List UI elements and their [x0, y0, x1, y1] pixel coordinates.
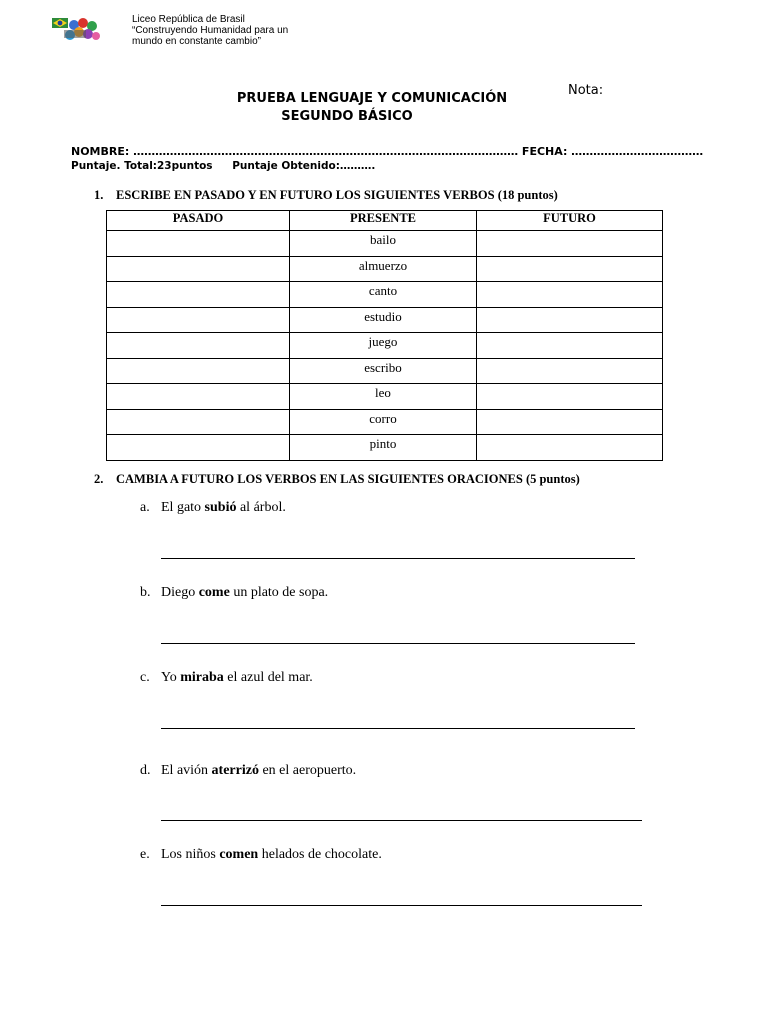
question-c — [140, 670, 313, 686]
question-letter: d. — [140, 763, 151, 778]
section2-number: 2. — [94, 472, 104, 486]
question-verb: subió — [204, 500, 237, 515]
futuro-cell[interactable] — [477, 307, 663, 333]
question-d — [140, 763, 356, 779]
puntaje-obtenido: Puntaje Obtenido:………. — [232, 160, 376, 172]
table-row — [107, 307, 663, 333]
futuro-cell[interactable] — [477, 358, 663, 384]
pasado-cell[interactable] — [107, 231, 290, 257]
presente-cell: estudio — [290, 307, 477, 333]
section2-instruction: CAMBIA A FUTURO LOS VERBOS EN LAS SIGUIENTES ORACIONES (5 puntos) — [116, 472, 580, 486]
futuro-cell[interactable] — [477, 435, 663, 461]
school-motto-line1: “Construyendo Humanidad para un — [132, 25, 289, 36]
pasado-cell[interactable] — [107, 333, 290, 359]
verbs-table — [106, 210, 663, 461]
answer-line-a[interactable] — [161, 558, 635, 559]
question-text: El gato — [161, 500, 205, 515]
test-title — [172, 90, 572, 126]
futuro-cell[interactable] — [477, 282, 663, 308]
question-verb: comen — [219, 847, 259, 862]
pasado-cell[interactable] — [107, 409, 290, 435]
question-a — [140, 500, 286, 516]
futuro-cell[interactable] — [477, 256, 663, 282]
pasado-cell[interactable] — [107, 384, 290, 410]
presente-cell: corro — [290, 409, 477, 435]
verbs-table-header — [107, 211, 663, 231]
section1-instruction: ESCRIBE EN PASADO Y EN FUTURO LOS SIGUIENTES VERBOS (18 puntos) — [116, 188, 558, 202]
school-header — [132, 14, 332, 47]
table-row — [107, 358, 663, 384]
question-verb: aterrizó — [211, 763, 259, 778]
question-verb: come — [198, 585, 230, 600]
question-e — [140, 847, 382, 863]
answer-line-c[interactable] — [161, 728, 635, 729]
section1-title — [94, 188, 558, 203]
table-row — [107, 333, 663, 359]
presente-cell: pinto — [290, 435, 477, 461]
presente-cell: bailo — [290, 231, 477, 257]
pasado-cell[interactable] — [107, 435, 290, 461]
section2-title — [94, 472, 580, 487]
presente-cell: leo — [290, 384, 477, 410]
question-text: Yo — [161, 670, 181, 685]
table-row — [107, 231, 663, 257]
section1-number: 1. — [94, 188, 104, 202]
question-letter: c. — [140, 670, 150, 685]
question-letter: e. — [140, 847, 150, 862]
futuro-cell[interactable] — [477, 231, 663, 257]
pasado-cell[interactable] — [107, 358, 290, 384]
pasado-cell[interactable] — [107, 307, 290, 333]
nombre-fecha-line: NOMBRE: …………………………………………………………………………………………… FECHA: ……………………………… — [71, 145, 704, 158]
question-text-end: un plato de sopa. — [229, 585, 329, 600]
question-text-end: helados de chocolate. — [258, 847, 382, 862]
futuro-cell[interactable] — [477, 409, 663, 435]
table-row — [107, 282, 663, 308]
answer-line-b[interactable] — [161, 643, 635, 644]
test-title-line1: PRUEBA LENGUAJE Y COMUNICACIÓN — [236, 91, 508, 106]
table-row — [107, 435, 663, 461]
question-text-end: al árbol. — [236, 500, 286, 515]
futuro-cell[interactable] — [477, 333, 663, 359]
table-row — [107, 256, 663, 282]
question-text: Diego — [161, 585, 199, 600]
answer-line-d[interactable] — [161, 820, 642, 821]
puntaje-total: Puntaje. Total:23puntos — [71, 160, 213, 172]
question-letter: a. — [140, 500, 150, 515]
presente-cell: escribo — [290, 358, 477, 384]
presente-cell: juego — [290, 333, 477, 359]
question-text-end: en el aeropuerto. — [258, 763, 357, 778]
futuro-cell[interactable] — [477, 384, 663, 410]
presente-cell: canto — [290, 282, 477, 308]
school-logo — [52, 16, 102, 44]
presente-cell: almuerzo — [290, 256, 477, 282]
test-title-line2: SEGUNDO BÁSICO — [281, 109, 413, 124]
school-name: Liceo República de Brasil — [132, 14, 245, 25]
pasado-cell[interactable] — [107, 282, 290, 308]
question-text: El avión — [161, 763, 212, 778]
puntaje-line — [71, 160, 375, 172]
answer-line-e[interactable] — [161, 905, 642, 906]
question-text: Los niños — [161, 847, 220, 862]
question-verb: miraba — [180, 670, 224, 685]
school-motto-line2: mundo en constante cambio” — [132, 36, 261, 47]
question-b — [140, 585, 328, 601]
question-text-end: el azul del mar. — [223, 670, 313, 685]
pasado-cell[interactable] — [107, 256, 290, 282]
nota-label: Nota: — [568, 83, 604, 98]
question-letter: b. — [140, 585, 151, 600]
table-row — [107, 384, 663, 410]
column-header-pasado: PASADO — [107, 211, 290, 231]
column-header-presente: PRESENTE — [290, 211, 477, 231]
column-header-futuro: FUTURO — [477, 211, 663, 231]
table-row — [107, 409, 663, 435]
